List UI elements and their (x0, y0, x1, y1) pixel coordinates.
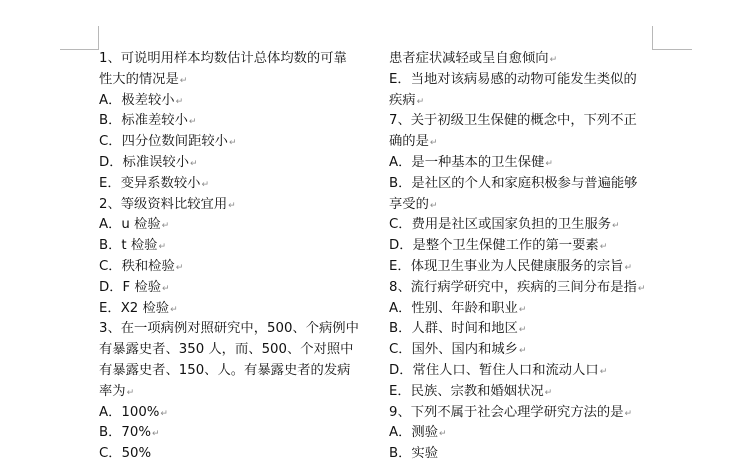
text-line (99, 195, 369, 216)
line-text: 疾病 (389, 92, 416, 108)
paragraph-mark-icon: ↵ (599, 366, 608, 377)
text-line (389, 319, 659, 340)
paragraph-mark-icon: ↵ (126, 387, 135, 398)
paragraph-mark-icon: ↵ (188, 117, 197, 128)
paragraph-mark-icon: ↵ (429, 138, 438, 149)
paragraph-mark-icon: ↵ (228, 200, 236, 211)
line-text: C．50% (99, 446, 152, 462)
line-text: B．人群、时间和地区 (389, 321, 518, 337)
text-line (99, 403, 369, 424)
text-line (389, 91, 659, 112)
line-text: A．性别、年龄和职业 (389, 300, 518, 316)
line-text: 有暴露史者、150、人。有暴露史者的发病 (99, 362, 351, 378)
line-text: B．标准差较小 (99, 113, 188, 129)
text-line (389, 361, 659, 382)
paragraph-mark-icon: ↵ (599, 242, 608, 253)
text-line (389, 111, 659, 132)
text-line (99, 132, 369, 153)
paragraph-mark-icon: ↵ (624, 408, 633, 419)
text-line (389, 70, 659, 91)
paragraph-mark-icon: ↵ (612, 221, 620, 232)
text-line (389, 278, 659, 299)
text-line (389, 257, 659, 278)
text-line (389, 340, 659, 361)
text-line (99, 423, 369, 444)
line-text: E．X2 检验 (99, 300, 170, 316)
crop-mark-top-right-vertical (652, 26, 653, 49)
paragraph-mark-icon: ↵ (201, 179, 210, 190)
text-line (99, 361, 369, 382)
line-text: E．变异系数较小 (99, 175, 201, 191)
text-line (389, 299, 659, 320)
line-text: E．体现卫生事业为人民健康服务的宗旨 (389, 258, 624, 274)
paragraph-mark-icon: ↵ (175, 262, 184, 273)
line-text: 率为 (99, 383, 126, 399)
line-text: D．是整个卫生保健工作的第一要素 (389, 238, 599, 254)
line-text: 3、在一项病例对照研究中，500、个病例中 (99, 321, 359, 337)
line-text: 7、关于初级卫生保健的概念中，下列不正 (389, 113, 637, 129)
paragraph-mark-icon: ↵ (190, 158, 198, 169)
paragraph-mark-icon: ↵ (228, 138, 237, 149)
paragraph-mark-icon: ↵ (161, 221, 170, 232)
right-text-column (389, 49, 659, 465)
line-text: 8、流行病学研究中，疾病的三间分布是指 (389, 279, 637, 295)
text-line (389, 236, 659, 257)
line-text: 有暴露史者、350 人，而、500、个对照中 (99, 342, 354, 358)
line-text: 享受的 (389, 196, 429, 212)
text-line (389, 215, 659, 236)
paragraph-mark-icon: ↵ (151, 429, 160, 440)
paragraph-mark-icon: ↵ (416, 96, 425, 107)
paragraph-mark-icon: ↵ (518, 346, 527, 357)
text-line (99, 382, 369, 403)
line-text: A．u 检验 (99, 217, 161, 233)
text-line (99, 299, 369, 320)
text-line (389, 195, 659, 216)
line-text: 患者症状减轻或呈自愈倾向 (389, 51, 549, 66)
text-line (99, 70, 369, 91)
line-text: C．秩和检验 (99, 258, 175, 274)
line-text: D．常住人口、暂住人口和流动人口 (389, 362, 599, 378)
line-text: D．F 检验 (99, 279, 162, 295)
text-line (389, 132, 659, 153)
line-text: 确的是 (389, 134, 429, 150)
line-text: D．标准误较小 (99, 154, 190, 170)
line-text: A．100% (99, 404, 160, 420)
line-text: A．极差较小 (99, 92, 175, 108)
text-line (99, 111, 369, 132)
text-line (99, 153, 369, 174)
text-line (99, 91, 369, 112)
line-text: 1、可说明用样本均数估计总体均数的可靠 (99, 51, 347, 66)
line-text: E．民族、宗教和婚姻状况 (389, 383, 544, 399)
paragraph-mark-icon: ↵ (545, 158, 553, 169)
paragraph-mark-icon: ↵ (175, 96, 184, 107)
text-line (99, 257, 369, 278)
paragraph-mark-icon: ↵ (518, 304, 527, 315)
text-line (99, 49, 369, 70)
text-line (389, 403, 659, 424)
text-line (99, 278, 369, 299)
paragraph-mark-icon: ↵ (549, 55, 558, 65)
line-text: E．当地对该病易感的动物可能发生类似的 (389, 71, 637, 87)
crop-mark-top-left-vertical (98, 26, 99, 49)
text-line (389, 423, 659, 444)
line-text: 2、等级资料比较宜用 (99, 196, 228, 212)
paragraph-mark-icon: ↵ (429, 200, 438, 211)
paragraph-mark-icon: ↵ (439, 429, 447, 440)
line-text: B．实验 (389, 446, 439, 462)
text-line (389, 153, 659, 174)
line-text: 9、下列不属于社会心理学研究方法的是 (389, 404, 624, 420)
line-text: C．国外、国内和城乡 (389, 342, 518, 358)
paragraph-mark-icon: ↵ (179, 75, 188, 86)
text-line (389, 174, 659, 195)
paragraph-mark-icon: ↵ (637, 283, 646, 294)
line-text: A．测验 (389, 425, 438, 441)
text-line (99, 319, 369, 340)
line-text: A．是一种基本的卫生保健 (389, 154, 545, 170)
line-text: C．费用是社区或国家负担的卫生服务 (389, 217, 612, 233)
text-line (99, 236, 369, 257)
line-text: B．是社区的个人和家庭积极参与普遍能够 (389, 175, 638, 191)
paragraph-mark-icon: ↵ (518, 325, 527, 336)
paragraph-mark-icon: ↵ (158, 242, 166, 253)
text-line (99, 174, 369, 195)
paragraph-mark-icon: ↵ (162, 283, 170, 294)
crop-mark-top-left-horizontal (60, 49, 99, 50)
paragraph-mark-icon: ↵ (160, 408, 168, 419)
left-text-column (99, 49, 369, 465)
paragraph-mark-icon: ↵ (170, 304, 178, 315)
paragraph-mark-icon: ↵ (544, 387, 553, 398)
line-text: B．t 检验 (99, 238, 158, 254)
line-text: C．四分位数间距较小 (99, 134, 228, 150)
text-line (99, 215, 369, 236)
text-line (389, 382, 659, 403)
text-line (389, 49, 659, 70)
text-line (99, 340, 369, 361)
paragraph-mark-icon: ↵ (624, 262, 632, 273)
line-text: B．70% (99, 425, 151, 441)
line-text: 性大的情况是 (99, 71, 179, 87)
